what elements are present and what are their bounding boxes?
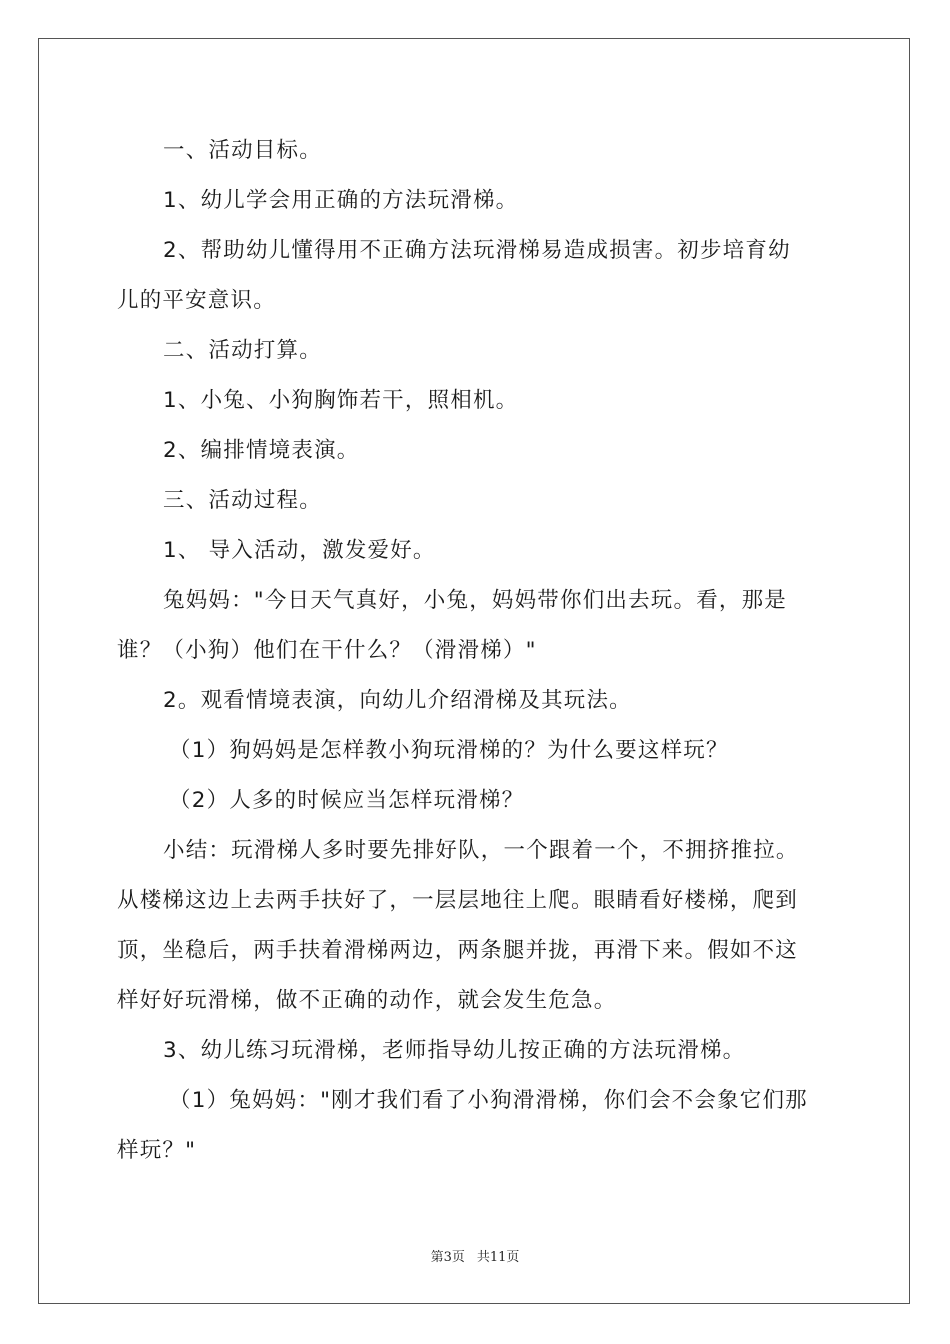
paragraph-line: （2）人多的时候应当怎样玩滑梯？ [169, 788, 525, 813]
section-heading-goals: 一、活动目标。 [163, 138, 322, 163]
paragraph-line: （1）兔妈妈："刚才我们看了小狗滑滑梯，你们会不会象它们那 [169, 1088, 808, 1113]
page-footer [0, 1246, 950, 1265]
page-number: 第3页 [430, 1250, 465, 1265]
section-heading-preparation: 二、活动打算。 [163, 338, 322, 363]
paragraph-line: 1、 导入活动，激发爱好。 [163, 538, 436, 563]
paragraph-line: 2。观看情境表演，向幼儿介绍滑梯及其玩法。 [163, 688, 632, 713]
paragraph-line: 2、帮助幼儿懂得用不正确方法玩滑梯易造成损害。初步培育幼 [163, 238, 791, 263]
paragraph-line: 1、小兔、小狗胸饰若干，照相机。 [163, 388, 519, 413]
paragraph-line: 谁？（小狗）他们在干什么？（滑滑梯）" [117, 638, 537, 663]
paragraph-line: （1）狗妈妈是怎样教小狗玩滑梯的？为什么要这样玩？ [169, 738, 729, 763]
paragraph-line: 儿的平安意识。 [117, 288, 276, 313]
paragraph-line: 样玩？" [117, 1138, 197, 1163]
total-pages: 共11页 [476, 1250, 520, 1265]
paragraph-line: 3、幼儿练习玩滑梯，老师指导幼儿按正确的方法玩滑梯。 [163, 1038, 746, 1063]
section-heading-process: 三、活动过程。 [163, 488, 322, 513]
paragraph-line: 顶，坐稳后，两手扶着滑梯两边，两条腿并拢，再滑下来。假如不这 [117, 938, 799, 963]
paragraph-line: 从楼梯这边上去两手扶好了，一层层地往上爬。眼睛看好楼梯，爬到 [117, 888, 799, 913]
paragraph-line: 2、编排情境表演。 [163, 438, 360, 463]
paragraph-line: 样好好玩滑梯，做不正确的动作，就会发生危急。 [117, 988, 617, 1013]
paragraph-line: 1、幼儿学会用正确的方法玩滑梯。 [163, 188, 519, 213]
paragraph-line: 小结：玩滑梯人多时要先排好队，一个跟着一个，不拥挤推拉。 [163, 838, 799, 863]
document-body [117, 126, 837, 1176]
paragraph-line: 兔妈妈："今日天气真好，小兔，妈妈带你们出去玩。看，那是 [163, 588, 787, 613]
